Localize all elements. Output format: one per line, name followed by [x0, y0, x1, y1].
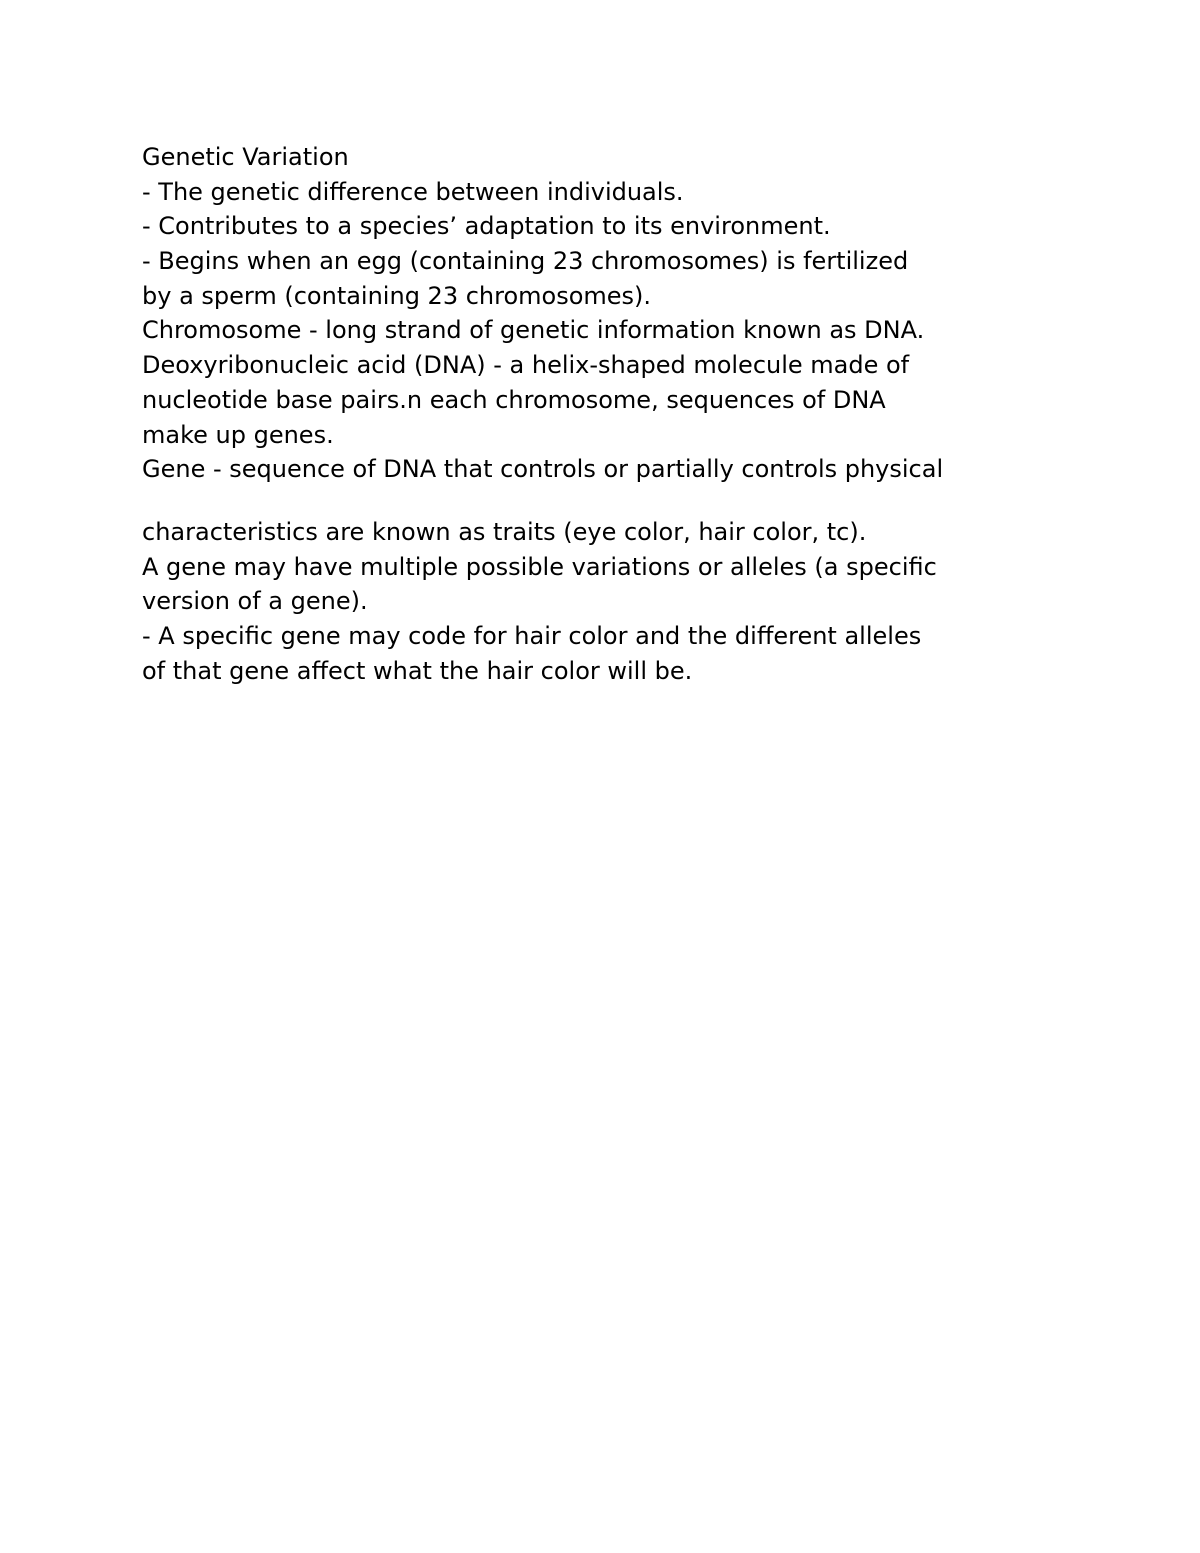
text-line-dna: Deoxyribonucleic acid (DNA) - a helix-shaped molecule made of	[142, 351, 910, 380]
heading-genetic-variation: Genetic Variation	[142, 143, 349, 171]
paragraph-gap	[142, 487, 1102, 515]
text-line-gene: Gene - sequence of DNA that controls or partially controls physical	[142, 455, 944, 484]
document-body	[142, 140, 1102, 688]
text-line: - The genetic difference between individuals.	[142, 177, 684, 206]
text-line: - Begins when an egg (containing 23 chromosomes) is fertilized	[142, 247, 909, 276]
text-line: by a sperm (containing 23 chromosomes).	[142, 281, 652, 310]
text-line: of that gene affect what the hair color will be.	[142, 656, 693, 685]
text-line: nucleotide base pairs.n each chromosome, sequences of DNA	[142, 385, 886, 414]
text-line: - Contributes to a species’ adaptation to its environment.	[142, 212, 831, 241]
text-line: characteristics are known as traits (eye color, hair color, tc).	[142, 517, 867, 546]
text-line: version of a gene).	[142, 587, 368, 616]
text-line: make up genes.	[142, 420, 334, 449]
text-line: - A specific gene may code for hair color and the different alleles	[142, 621, 922, 650]
text-line-chromosome: Chromosome - long strand of genetic information known as DNA.	[142, 316, 925, 345]
text-line-alleles: A gene may have multiple possible variations or alleles (a specific	[142, 552, 937, 581]
